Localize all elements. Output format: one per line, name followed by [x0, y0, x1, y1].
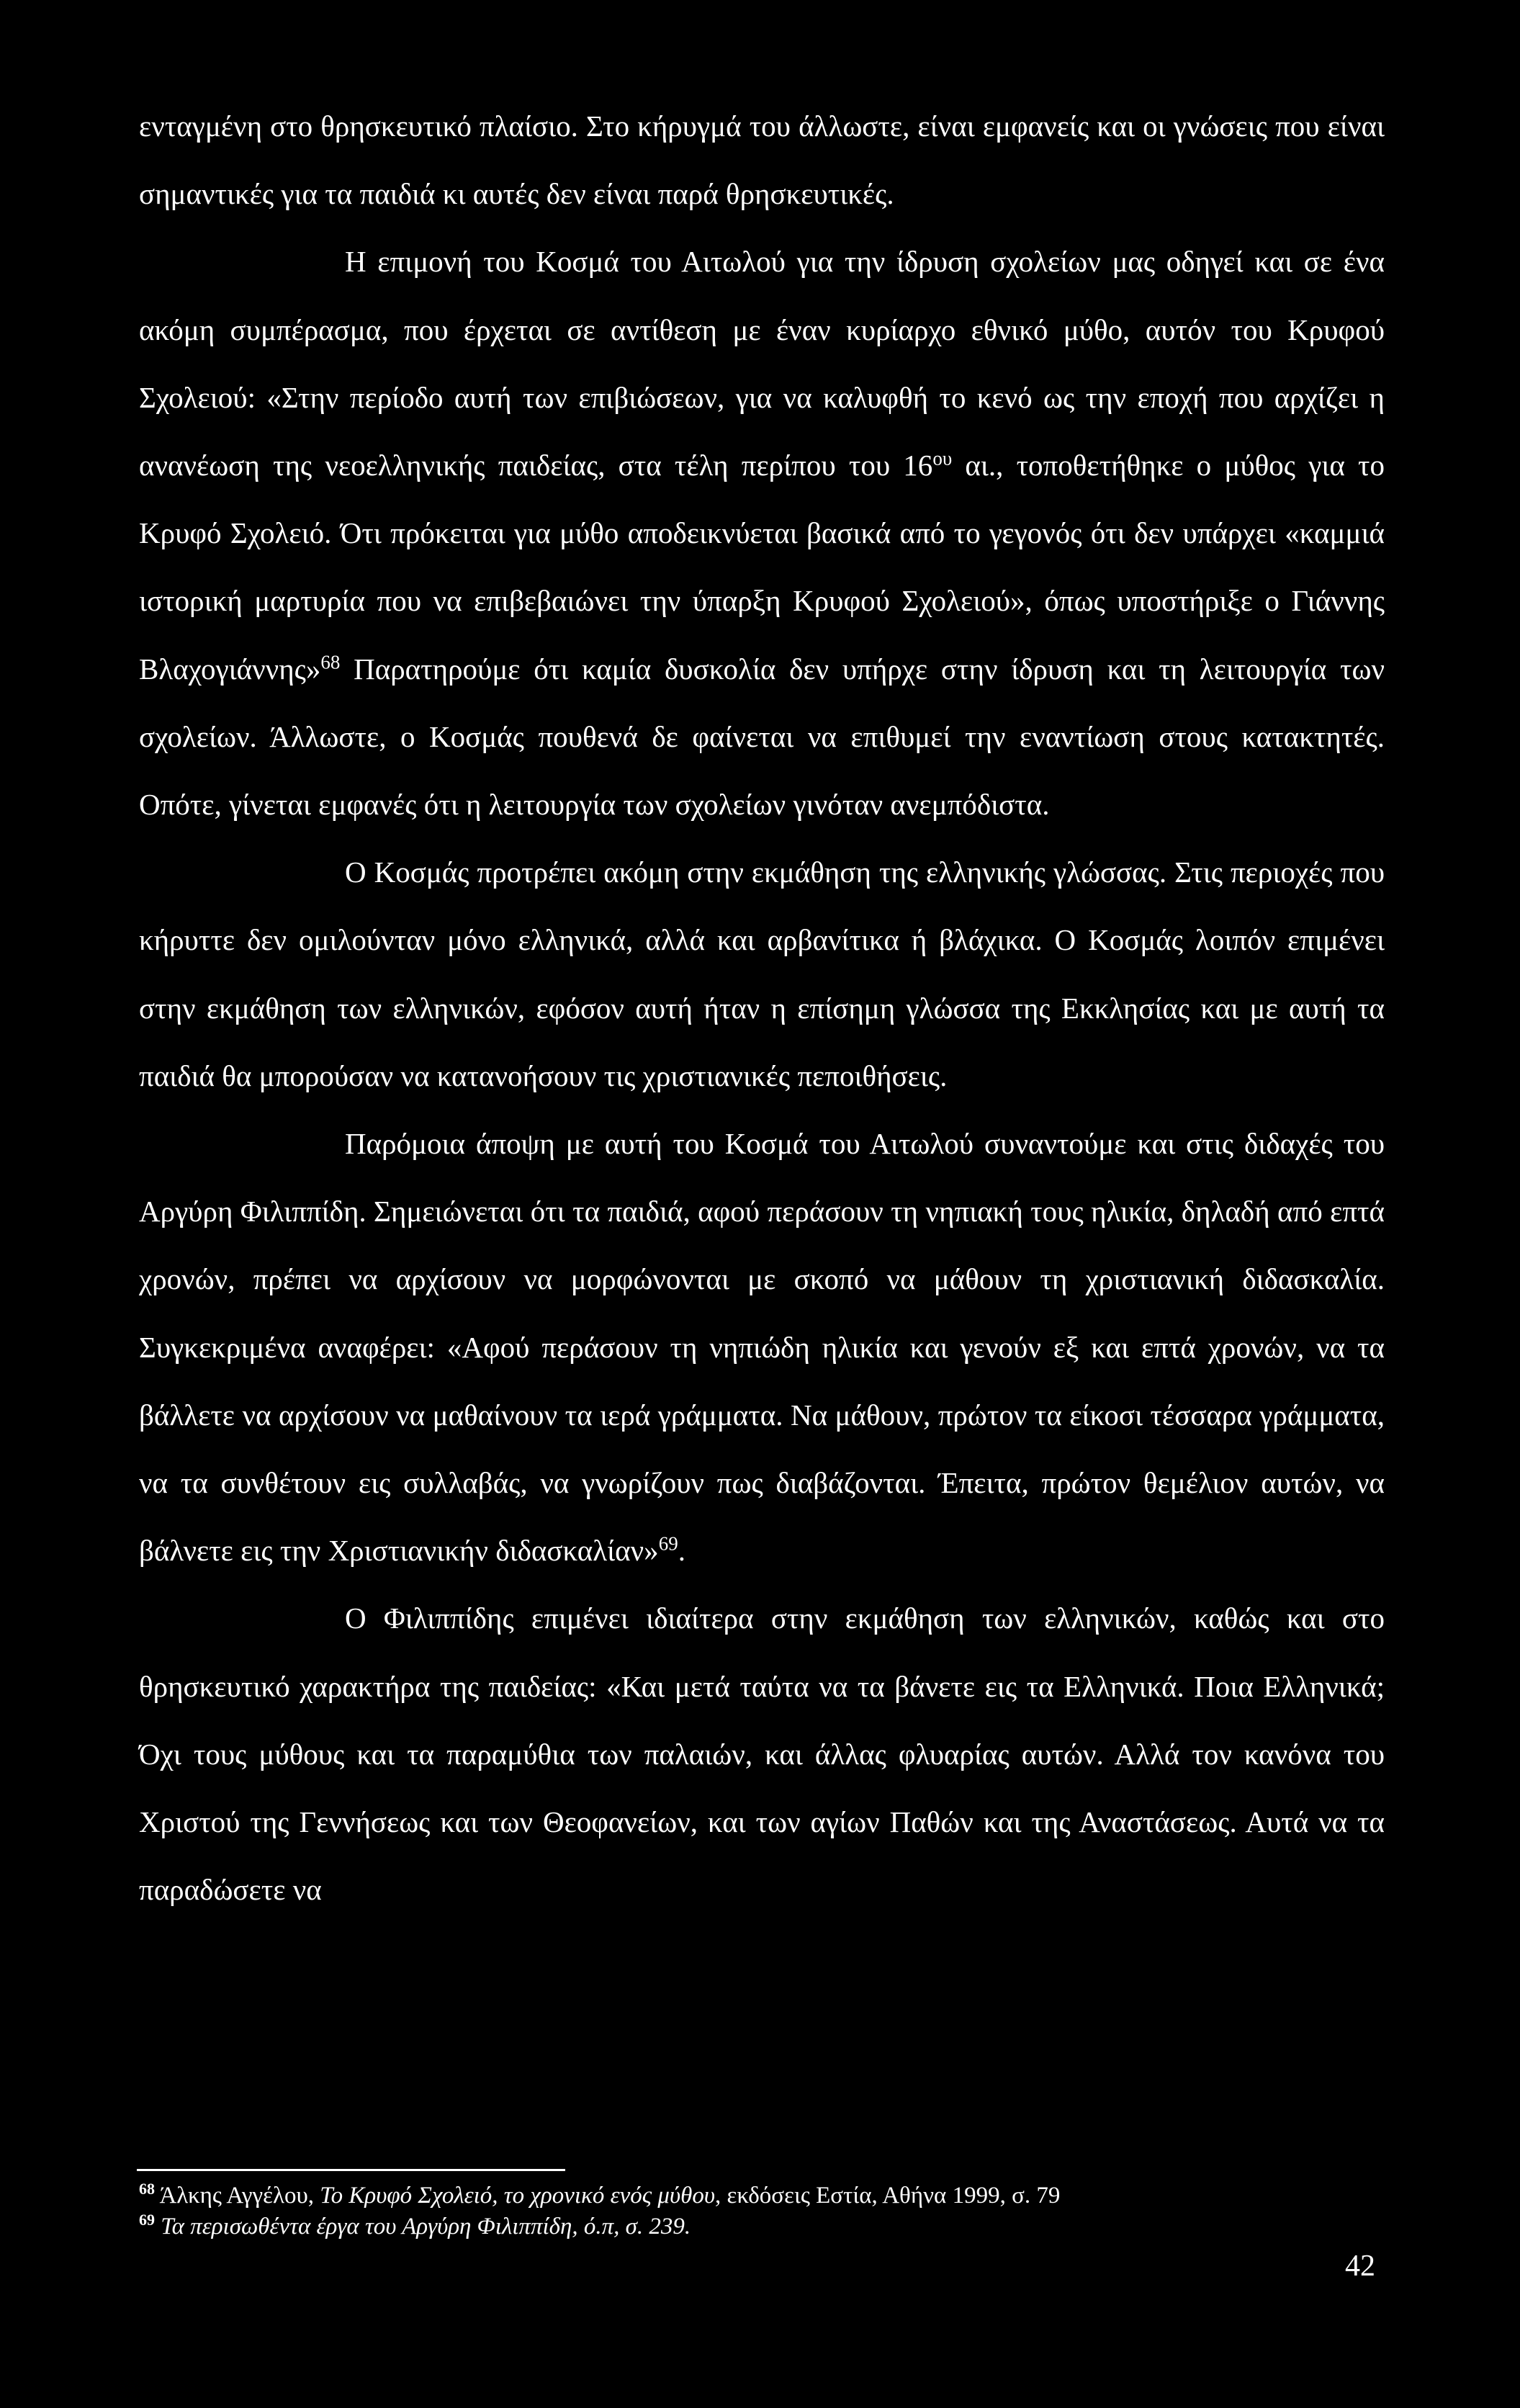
superscript: 69 [658, 1532, 678, 1555]
footnote [139, 2180, 1385, 2211]
text-run: Ο Φιλιππίδης επιμένει ιδιαίτερα στην εκμάθηση των ελληνικών, καθώς και στο θρησκευτικό χαρακτήρα της παιδείας: «Και μετά ταύτα να τα βάνετε εις τα Ελληνικά. Ποια Ελληνικά; Όχι τους μύθους και τα παραμύθια των παλαιών, και άλλας φλυαρίας αυτών. Αλλά τον κανόνα του Χριστού της Γεννήσεως και των Θεοφανείων, και των αγίων Παθών και της Αναστάσεως. Αυτά να τα παραδώσετε να [139, 1601, 1385, 1907]
footnote-number: 69 [139, 2211, 155, 2229]
superscript: ου [932, 447, 953, 470]
footnote-text: , εκδόσεις Εστία, Αθήνα 1999, σ. 79 [715, 2183, 1061, 2209]
footnote-separator [137, 2169, 565, 2171]
text-run: Η επιμονή του Κοσμά του Αιτωλού για την ίδρυση σχολείων μας οδηγεί και σε ένα ακόμη συμπέρασμα, που έρχεται σε αντίθεση με έναν κυρίαρχο εθνικό μύθο, αυτόν του Κρυφού Σχολειού: «Στην περίοδο αυτή των επιβιώσεων, για να καλυφθή το κενό ως την εποχή που αρχίζει η ανανέωση της νεοελληνικής παιδείας, στα τέλη περίπου του 16 [139, 245, 1385, 482]
footnote-number: 68 [139, 2180, 155, 2198]
body-text [139, 92, 1385, 1923]
text-run: Παρατηρούμε ότι καμία δυσκολία δεν υπήρχε στην ίδρυση και τη λειτουργία των σχολείων. Άλλωστε, ο Κοσμάς πουθενά δε φαίνεται να επιθυμεί την εναντίωση στους κατακτητές. Οπότε, γίνεται εμφανές ότι η λειτουργία των σχολείων γινόταν ανεμπόδιστα. [139, 652, 1385, 822]
paragraph [139, 1584, 1385, 1923]
footnote-text: Άλκης Αγγέλου, [159, 2183, 320, 2209]
paragraph [139, 228, 1385, 838]
page-number: 42 [1345, 2250, 1375, 2283]
text-run: ενταγμένη στο θρησκευτικό πλαίσιο. Στο κήρυγμά του άλλωστε, είναι εμφανείς και οι γνώσεις που είναι σημαντικές για τα παιδιά κι αυτές δεν είναι παρά θρησκευτικές. [139, 109, 1385, 211]
footnote-text: Τα περισωθέντα έργα του Αργύρη Φιλιππίδη, ό.π, σ. 239. [161, 2214, 691, 2239]
footnote [139, 2211, 1385, 2242]
text-run: αι., τοποθετήθηκε ο μύθος για το Κρυφό Σχολειό. Ότι πρόκειται για μύθο αποδεικνύεται βασικά από το γεγονός ότι δεν υπάρχει «καμμιά ιστορική μαρτυρία που να επιβεβαιώνει την ύπαρξη Κρυφού Σχολειού», όπως υποστήριξε ο Γιάννης Βλαχογιάννης» [139, 449, 1385, 686]
superscript: 68 [320, 650, 341, 673]
paragraph [139, 1110, 1385, 1584]
text-run: Ο Κοσμάς προτρέπει ακόμη στην εκμάθηση της ελληνικής γλώσσας. Στις περιοχές που κήρυττε δεν ομιλούνταν μόνο ελληνικά, αλλά και αρβανίτικα ή βλάχικα. Ο Κοσμάς λοιπόν επιμένει στην εκμάθηση των ελληνικών, εφόσον αυτή ήταν η επίσημη γλώσσα της Εκκλησίας και με αυτή τα παιδιά θα μπορούσαν να κατανοήσουν τις χριστιανικές πεποιθήσεις. [139, 855, 1385, 1092]
footnote-text: Το Κρυφό Σχολειό, το χρονικό ενός μύθου [320, 2183, 715, 2209]
paragraph [139, 838, 1385, 1110]
text-run: . [678, 1534, 685, 1568]
paragraph [139, 92, 1385, 228]
footnotes [139, 2180, 1385, 2242]
text-run: Παρόμοια άποψη με αυτή του Κοσμά του Αιτωλού συναντούμε και στις διδαχές του Αργύρη Φιλιππίδη. Σημειώνεται ότι τα παιδιά, αφού περάσουν τη νηπιακή τους ηλικία, δηλαδή από επτά χρονών, πρέπει να αρχίσουν να μορφώνονται με σκοπό να μάθουν τη χριστιανική διδασκαλία. Συγκεκριμένα αναφέρει: «Αφού περάσουν τη νηπιώδη ηλικία και γενούν εξ και επτά χρονών, να τα βάλλετε να αρχίσουν να μαθαίνουν τα ιερά γράμματα. Να μάθουν, πρώτον τα είκοσι τέσσαρα γράμματα, να τα συνθέτουν εις συλλαβάς, να γνωρίζουν πως διαβάζονται. Έπειτα, πρώτον θεμέλιον αυτών, να βάλνετε εις την Χριστιανικήν διδασκαλίαν» [139, 1127, 1385, 1568]
